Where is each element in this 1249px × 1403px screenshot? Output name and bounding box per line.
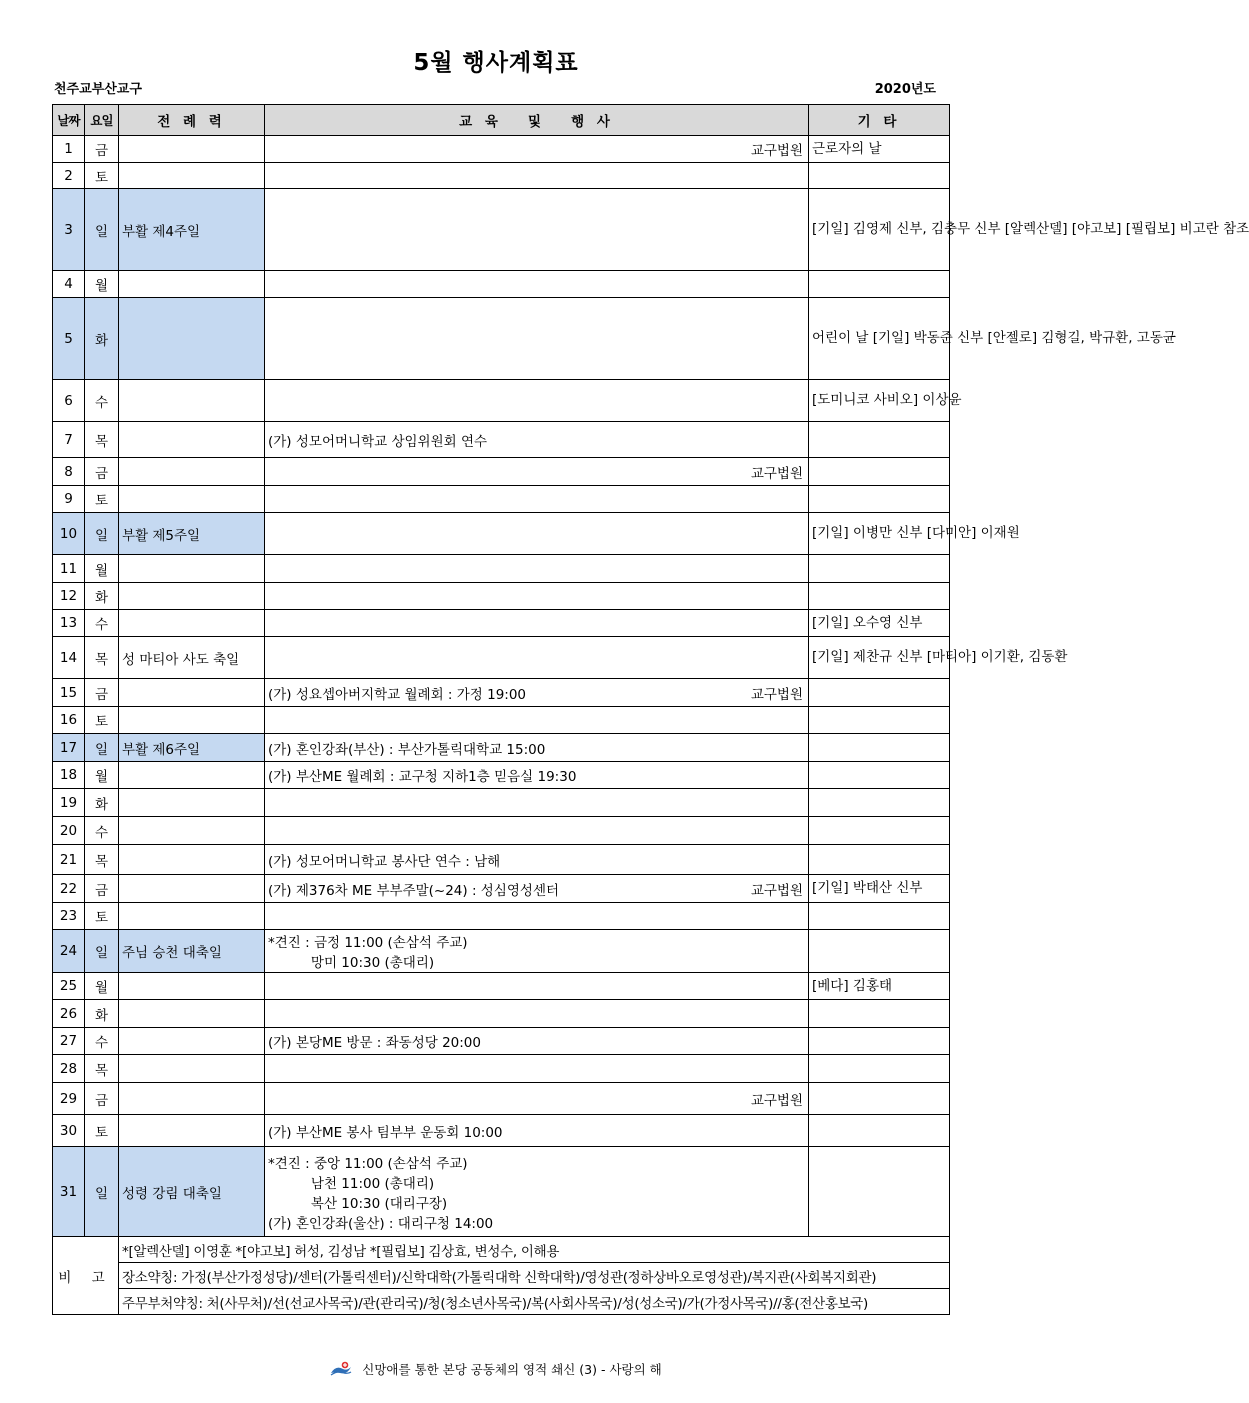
day-of-week: 화 xyxy=(85,1000,119,1028)
etc-cell xyxy=(809,1115,950,1147)
liturgy-cell xyxy=(119,679,265,707)
liturgy-cell xyxy=(119,789,265,817)
header-row xyxy=(53,105,950,136)
edu-cell xyxy=(265,610,809,637)
etc-cell: [기일] 이병만 신부 [다미안] 이재원 xyxy=(809,513,950,555)
etc-cell xyxy=(809,707,950,734)
schedule-row xyxy=(53,845,950,875)
day-of-week: 월 xyxy=(85,555,119,583)
edu-cell xyxy=(265,458,809,486)
edu-cell xyxy=(265,903,809,930)
edu-cell xyxy=(265,845,809,875)
etc-cell xyxy=(809,422,950,458)
organization-name: 천주교부산교구 xyxy=(54,82,142,97)
etc-cell: [도미니코 사비오] 이상윤 xyxy=(809,380,950,422)
day-number: 22 xyxy=(53,875,85,903)
diocese-logo-icon xyxy=(330,1361,352,1380)
liturgy-cell xyxy=(119,845,265,875)
day-number: 4 xyxy=(53,271,85,298)
day-number: 30 xyxy=(53,1115,85,1147)
edu-cell xyxy=(265,1000,809,1028)
footer xyxy=(0,1360,992,1380)
day-number: 9 xyxy=(53,486,85,513)
schedule-row xyxy=(53,762,950,789)
edu-text: (가) 혼인강좌(부산) : 부산가톨릭대학교 15:00 xyxy=(268,741,546,758)
notes-line: *[알렉산델] 이영훈 *[야고보] 허성, 김성남 *[필립보] 김상효, 변성수, 이해용 xyxy=(119,1237,950,1263)
liturgy-cell xyxy=(119,707,265,734)
day-of-week: 일 xyxy=(85,1147,119,1237)
day-of-week: 화 xyxy=(85,789,119,817)
edu-text: (가) 성요셉아버지학교 월례회 : 가정 19:00 xyxy=(268,686,527,703)
etc-cell: [기일] 박태산 신부 xyxy=(809,875,950,903)
liturgy-cell: 부활 제4주일 xyxy=(119,189,265,271)
liturgy-cell xyxy=(119,422,265,458)
edu-cell xyxy=(265,555,809,583)
etc-cell xyxy=(809,903,950,930)
edu-cell xyxy=(265,380,809,422)
liturgy-cell xyxy=(119,973,265,1000)
etc-cell xyxy=(809,1000,950,1028)
day-number: 20 xyxy=(53,817,85,845)
liturgy-cell xyxy=(119,762,265,789)
edu-text: *견진 : 금정 11:00 (손삼석 주교) 망미 10:30 (총대리) xyxy=(268,935,468,971)
schedule-row xyxy=(53,136,950,163)
day-number: 16 xyxy=(53,707,85,734)
edu-cell xyxy=(265,298,809,380)
liturgy-cell xyxy=(119,875,265,903)
schedule-row xyxy=(53,707,950,734)
day-of-week: 일 xyxy=(85,189,119,271)
court-label: 교구법원 xyxy=(750,465,803,482)
court-label: 교구법원 xyxy=(750,882,803,899)
edu-text: (가) 제376차 ME 부부주말(~24) : 성심영성센터 xyxy=(268,882,560,899)
edu-cell xyxy=(265,1083,809,1115)
edu-text: (가) 성모어머니학교 봉사단 연수 : 남해 xyxy=(268,853,501,870)
etc-cell: [베다] 김홍태 xyxy=(809,973,950,1000)
schedule-row xyxy=(53,789,950,817)
day-of-week: 화 xyxy=(85,298,119,380)
etc-cell xyxy=(809,930,950,973)
day-number: 21 xyxy=(53,845,85,875)
edu-cell xyxy=(265,1028,809,1055)
day-of-week: 토 xyxy=(85,1115,119,1147)
edu-cell xyxy=(265,762,809,789)
notes-line: 장소약칭: 가정(부산가정성당)/센터(가톨릭센터)/신학대학(가톨릭대학 신학대학)/영성관(정하상바오로영성관)/복지관(사회복지회관) xyxy=(119,1263,950,1289)
etc-cell xyxy=(809,555,950,583)
schedule-row xyxy=(53,583,950,610)
liturgy-cell xyxy=(119,817,265,845)
edu-cell xyxy=(265,163,809,189)
edu-cell xyxy=(265,707,809,734)
schedule-row xyxy=(53,298,950,380)
etc-cell xyxy=(809,734,950,762)
etc-cell: [기일] 김영제 신부, 김충무 신부 [알렉산델] [야고보] [필립보] 비고란 참조 xyxy=(809,189,950,271)
etc-cell: 근로자의 날 xyxy=(809,136,950,163)
liturgy-cell xyxy=(119,583,265,610)
day-number: 25 xyxy=(53,973,85,1000)
edu-cell xyxy=(265,817,809,845)
etc-cell xyxy=(809,789,950,817)
liturgy-cell xyxy=(119,1000,265,1028)
day-of-week: 수 xyxy=(85,610,119,637)
etc-cell: [기일] 제찬규 신부 [마티아] 이기환, 김동환 xyxy=(809,637,950,679)
day-number: 8 xyxy=(53,458,85,486)
schedule-row xyxy=(53,1147,950,1237)
day-of-week: 월 xyxy=(85,973,119,1000)
notes-row xyxy=(53,1237,950,1263)
day-number: 6 xyxy=(53,380,85,422)
edu-cell xyxy=(265,513,809,555)
edu-cell xyxy=(265,1055,809,1083)
day-number: 31 xyxy=(53,1147,85,1237)
day-of-week: 일 xyxy=(85,734,119,762)
schedule-table xyxy=(52,104,1249,1315)
edu-text: *견진 : 중앙 11:00 (손삼석 주교) 남천 11:00 (총대리) 복산 10:30 (대리구장) (가) 혼인강좌(울산) : 대리구청 14:00 xyxy=(268,1155,494,1232)
edu-cell xyxy=(265,189,809,271)
edu-cell xyxy=(265,930,809,973)
header-etc: 기 타 xyxy=(809,105,950,136)
liturgy-cell: 성 마티아 사도 축일 xyxy=(119,637,265,679)
schedule-row xyxy=(53,734,950,762)
etc-cell xyxy=(809,458,950,486)
day-number: 26 xyxy=(53,1000,85,1028)
schedule-row xyxy=(53,422,950,458)
edu-cell xyxy=(265,1115,809,1147)
notes-row xyxy=(53,1289,950,1315)
liturgy-cell xyxy=(119,555,265,583)
liturgy-cell xyxy=(119,380,265,422)
liturgy-cell xyxy=(119,1028,265,1055)
header-dow: 요일 xyxy=(85,105,119,136)
liturgy-cell xyxy=(119,458,265,486)
etc-cell xyxy=(809,817,950,845)
edu-cell xyxy=(265,679,809,707)
day-of-week: 금 xyxy=(85,875,119,903)
schedule-row xyxy=(53,189,950,271)
etc-cell xyxy=(809,486,950,513)
day-of-week: 목 xyxy=(85,422,119,458)
day-of-week: 수 xyxy=(85,380,119,422)
day-of-week: 토 xyxy=(85,486,119,513)
schedule-row xyxy=(53,1000,950,1028)
day-of-week: 목 xyxy=(85,1055,119,1083)
edu-cell xyxy=(265,875,809,903)
edu-cell xyxy=(265,583,809,610)
court-label: 교구법원 xyxy=(750,1092,803,1109)
schedule-row xyxy=(53,610,950,637)
etc-cell xyxy=(809,845,950,875)
day-number: 14 xyxy=(53,637,85,679)
liturgy-cell xyxy=(119,1083,265,1115)
schedule-row xyxy=(53,875,950,903)
liturgy-cell xyxy=(119,298,265,380)
day-of-week: 토 xyxy=(85,163,119,189)
day-number: 2 xyxy=(53,163,85,189)
edu-cell xyxy=(265,486,809,513)
day-number: 5 xyxy=(53,298,85,380)
schedule-row xyxy=(53,1055,950,1083)
day-of-week: 수 xyxy=(85,817,119,845)
day-of-week: 일 xyxy=(85,930,119,973)
footer-text: 신망애를 통한 본당 공동체의 영적 쇄신 (3) - 사랑의 해 xyxy=(362,1362,662,1377)
schedule-row xyxy=(53,163,950,189)
liturgy-cell: 성령 강림 대축일 xyxy=(119,1147,265,1237)
day-of-week: 월 xyxy=(85,271,119,298)
day-number: 23 xyxy=(53,903,85,930)
liturgy-cell xyxy=(119,903,265,930)
edu-text: (가) 부산ME 월례회 : 교구청 지하1층 믿음실 19:30 xyxy=(268,769,577,785)
notes-row xyxy=(53,1263,950,1289)
day-of-week: 화 xyxy=(85,583,119,610)
court-label: 교구법원 xyxy=(750,686,803,703)
day-of-week: 목 xyxy=(85,845,119,875)
etc-cell xyxy=(809,679,950,707)
schedule-row xyxy=(53,817,950,845)
etc-cell xyxy=(809,762,950,789)
etc-cell xyxy=(809,1083,950,1115)
schedule-row xyxy=(53,513,950,555)
edu-cell xyxy=(265,734,809,762)
day-number: 10 xyxy=(53,513,85,555)
day-of-week: 금 xyxy=(85,679,119,707)
day-number: 27 xyxy=(53,1028,85,1055)
schedule-row xyxy=(53,1083,950,1115)
page-title: 5월 행사계획표 xyxy=(413,50,579,76)
edu-text: (가) 부산ME 봉사 팀부부 운동회 10:00 xyxy=(268,1124,503,1141)
header-edu: 교 육 및 행 사 xyxy=(265,105,809,136)
liturgy-cell xyxy=(119,271,265,298)
schedule-row xyxy=(53,973,950,1000)
day-number: 1 xyxy=(53,136,85,163)
schedule-row xyxy=(53,271,950,298)
liturgy-cell xyxy=(119,1055,265,1083)
day-of-week: 일 xyxy=(85,513,119,555)
etc-cell: [기일] 오수영 신부 xyxy=(809,610,950,637)
day-of-week: 월 xyxy=(85,762,119,789)
edu-cell xyxy=(265,973,809,1000)
etc-cell xyxy=(809,163,950,189)
day-of-week: 수 xyxy=(85,1028,119,1055)
day-of-week: 금 xyxy=(85,136,119,163)
edu-cell xyxy=(265,271,809,298)
edu-cell xyxy=(265,1147,809,1237)
day-number: 28 xyxy=(53,1055,85,1083)
edu-cell xyxy=(265,136,809,163)
etc-cell: 어린이 날 [기일] 박동준 신부 [안젤로] 김형길, 박규환, 고동균 xyxy=(809,298,950,380)
liturgy-cell xyxy=(119,136,265,163)
schedule-row xyxy=(53,555,950,583)
edu-text: (가) 성모어머니학교 상임위원회 연수 xyxy=(268,433,488,450)
header-day: 날짜 xyxy=(53,105,85,136)
etc-cell xyxy=(809,583,950,610)
day-of-week: 토 xyxy=(85,903,119,930)
schedule-row xyxy=(53,1028,950,1055)
day-number: 11 xyxy=(53,555,85,583)
court-label: 교구법원 xyxy=(750,143,803,159)
schedule-row xyxy=(53,486,950,513)
day-number: 3 xyxy=(53,189,85,271)
liturgy-cell: 부활 제6주일 xyxy=(119,734,265,762)
notes-label: 비 고 xyxy=(53,1237,119,1315)
notes-line: 주무부처약칭: 처(사무처)/선(선교사목국)/관(관리국)/청(청소년사목국)/복(사회사목국)/성(성소국)/가(가정사목국)//홍(전산홍보국) xyxy=(119,1289,950,1315)
day-of-week: 금 xyxy=(85,458,119,486)
liturgy-cell: 주님 승천 대축일 xyxy=(119,930,265,973)
etc-cell xyxy=(809,1055,950,1083)
day-number: 13 xyxy=(53,610,85,637)
day-number: 24 xyxy=(53,930,85,973)
year-label: 2020년도 xyxy=(874,82,936,97)
edu-cell xyxy=(265,789,809,817)
schedule-row xyxy=(53,637,950,679)
schedule-row xyxy=(53,1115,950,1147)
liturgy-cell: 부활 제5주일 xyxy=(119,513,265,555)
liturgy-cell xyxy=(119,486,265,513)
day-number: 7 xyxy=(53,422,85,458)
liturgy-cell xyxy=(119,610,265,637)
day-number: 17 xyxy=(53,734,85,762)
etc-cell xyxy=(809,1147,950,1237)
edu-cell xyxy=(265,637,809,679)
etc-cell xyxy=(809,271,950,298)
schedule-row xyxy=(53,679,950,707)
day-number: 18 xyxy=(53,762,85,789)
schedule-row xyxy=(53,930,950,973)
edu-cell xyxy=(265,422,809,458)
schedule-row xyxy=(53,903,950,930)
edu-text: (가) 본당ME 방문 : 좌동성당 20:00 xyxy=(268,1035,481,1051)
day-number: 12 xyxy=(53,583,85,610)
schedule-row xyxy=(53,380,950,422)
liturgy-cell xyxy=(119,163,265,189)
schedule-row xyxy=(53,458,950,486)
day-of-week: 금 xyxy=(85,1083,119,1115)
day-number: 19 xyxy=(53,789,85,817)
day-of-week: 토 xyxy=(85,707,119,734)
etc-cell xyxy=(809,1028,950,1055)
day-of-week: 목 xyxy=(85,637,119,679)
header-liturgy: 전 례 력 xyxy=(119,105,265,136)
day-number: 29 xyxy=(53,1083,85,1115)
liturgy-cell xyxy=(119,1115,265,1147)
day-number: 15 xyxy=(53,679,85,707)
